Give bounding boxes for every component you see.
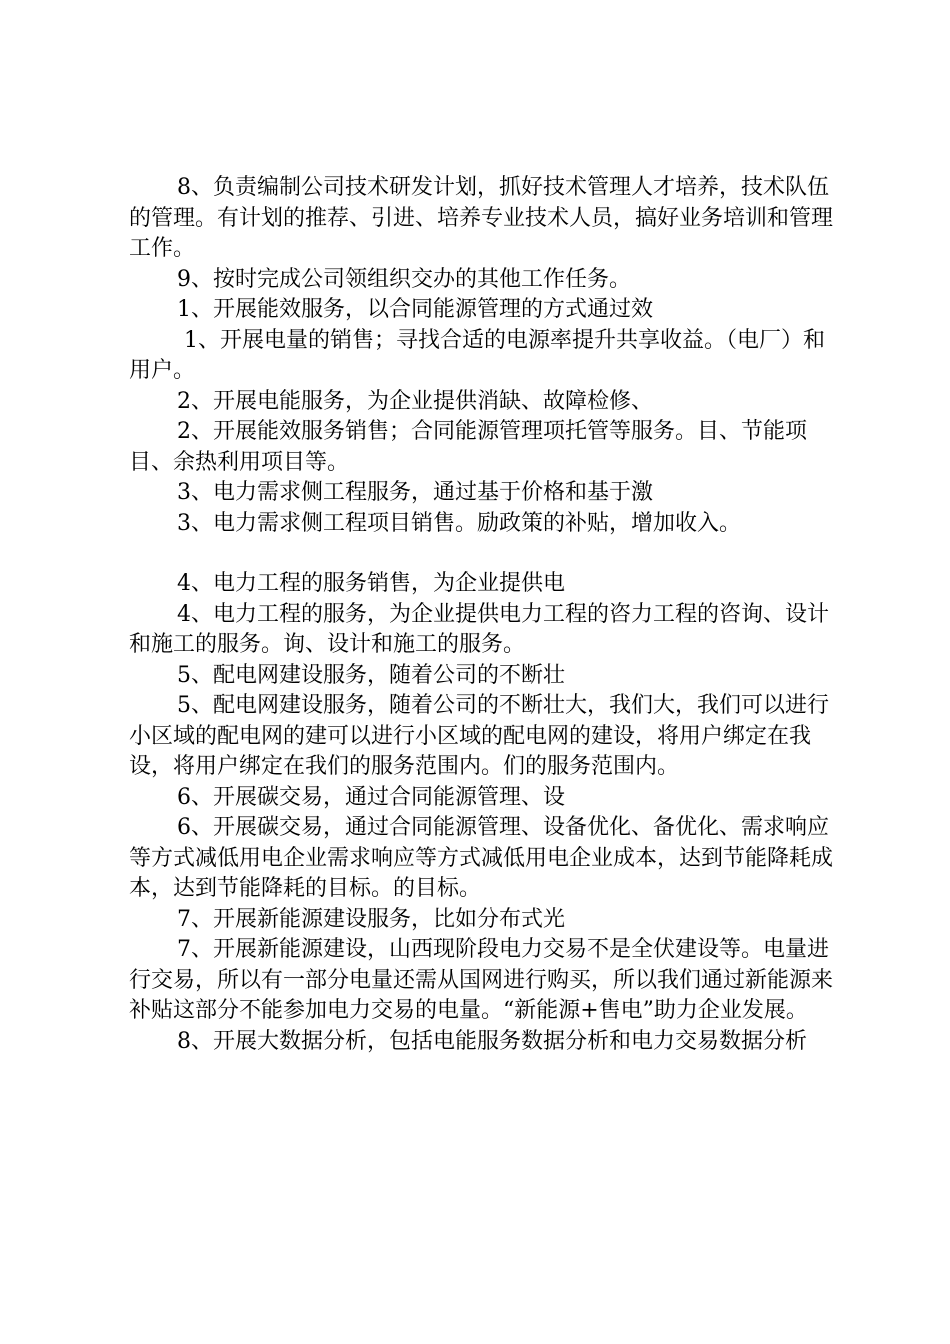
paragraph-efficiency-service-sales: 2、开展能效服务销售；合同能源管理项托管等服务。目、节能项目、余热利用项目等。: [129, 419, 807, 475]
paragraph-demand-side-intro: 3、电力需求侧工程服务，通过基于价格和基于激: [177, 480, 653, 505]
paragraph-electricity-sales: 1、开展电量的销售；寻找合适的电源率提升共享收益。（电厂）和用户。: [129, 327, 825, 383]
paragraph-power-engineering-service: 4、电力工程的服务，为企业提供电力工程的咨力工程的咨询、设计和施工的服务。询、设计和施工的服务。: [129, 601, 829, 657]
paragraph-tech-rd-plan: 8、负责编制公司技术研发计划，抓好技术管理人才培养，技术队伍的管理。有计划的推荐、引进、培养专业技术人员，搞好业务培训和管理工作。: [129, 175, 834, 261]
paragraph-new-energy-service: 7、开展新能源建设，山西现阶段电力交易不是全伏建设等。电量进行交易，所以有一部分电量还需从国网进行购买，所以我们通过新能源来补贴这部分不能参加电力交易的电量。“新能源+售电”助力企业发展。: [129, 937, 834, 1023]
paragraph-power-service-intro: 2、开展电能服务，为企业提供消缺、故障检修、: [177, 388, 653, 414]
paragraph-gap: [129, 539, 841, 569]
paragraph-carbon-trading-service: 6、开展碳交易，通过合同能源管理、设备优化、备优化、需求响应等方式减低用电企业需求响应等方式减低用电企业成本，达到节能降耗成本，达到节能降耗的目标。的目标。: [129, 815, 834, 901]
paragraph-demand-side-sales: 3、电力需求侧工程项目销售。励政策的补贴，增加收入。: [177, 510, 741, 536]
paragraph-new-energy-intro: 7、开展新能源建设服务，比如分布式光: [177, 906, 565, 932]
paragraph-power-engineering-intro: 4、电力工程的服务销售，为企业提供电: [177, 571, 565, 596]
document-body: [129, 173, 841, 1057]
paragraph-efficiency-service-intro: 1、开展能效服务，以合同能源管理的方式通过效: [177, 297, 653, 322]
paragraph-other-tasks: 9、按时完成公司领组织交办的其他工作任务。: [177, 266, 631, 292]
paragraph-distribution-network-service: 5、配电网建设服务，随着公司的不断壮大，我们大，我们可以进行小区域的配电网的建可以进行小区域的配电网的建设，将用户绑定在我设，将用户绑定在我们的服务范围内。们的服务范围内。: [129, 693, 829, 779]
paragraph-big-data-analysis: 8、开展大数据分析，包括电能服务数据分析和电力交易数据分析: [177, 1028, 807, 1054]
paragraph-distribution-network-intro: 5、配电网建设服务，随着公司的不断壮: [177, 662, 565, 688]
paragraph-carbon-trading-intro: 6、开展碳交易，通过合同能源管理、设: [177, 784, 565, 810]
